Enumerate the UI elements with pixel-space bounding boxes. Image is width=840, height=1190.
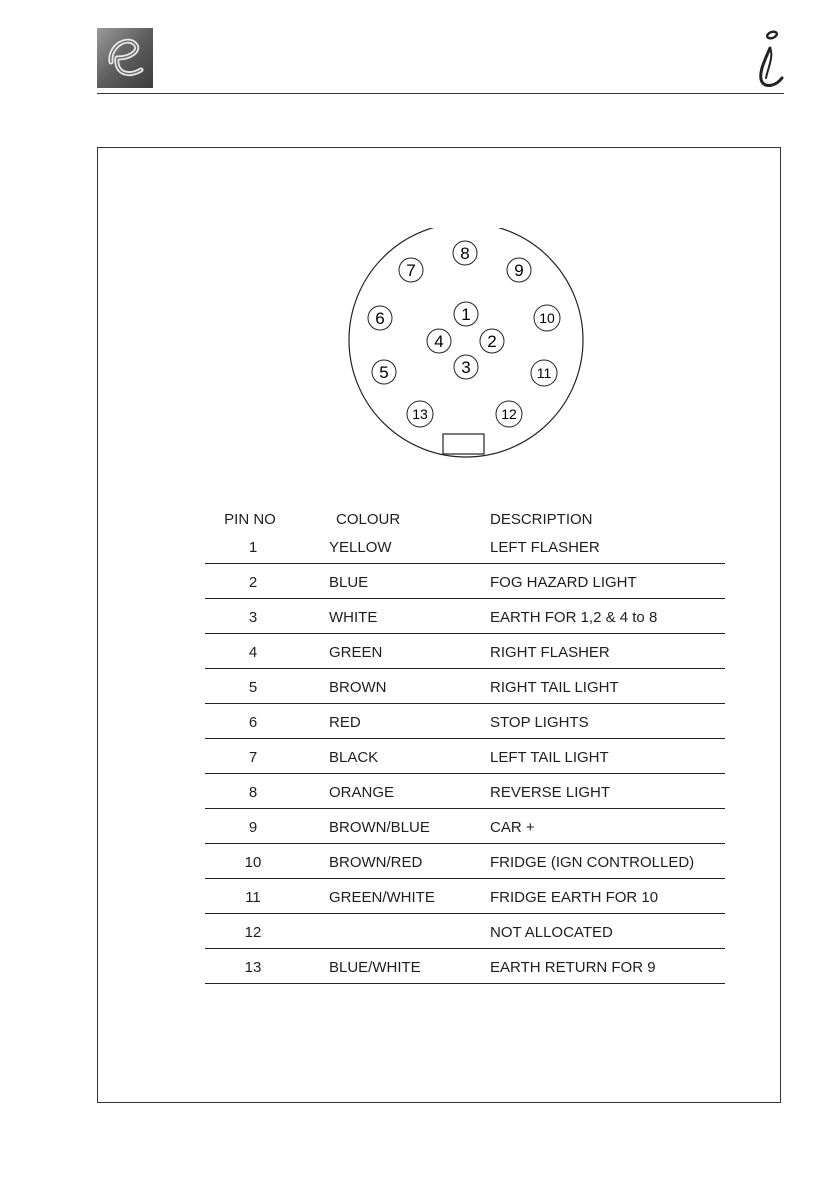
description-cell: NOT ALLOCATED (490, 924, 613, 941)
connector-key (443, 434, 484, 454)
description-cell: REVERSE LIGHT (490, 784, 611, 801)
pin-6 (368, 306, 392, 330)
header-divider (97, 93, 784, 94)
pin-cell: 3 (248, 609, 258, 626)
pin-cell: 1 (248, 539, 258, 556)
pin-cell: 12 (244, 924, 262, 941)
pin-cell: 10 (244, 854, 262, 871)
description-cell: EARTH FOR 1,2 & 4 to 8 (490, 609, 658, 626)
pin-9 (507, 258, 531, 282)
pin-cell: 7 (248, 749, 258, 766)
table-row (205, 669, 725, 704)
description-cell: FRIDGE (IGN CONTROLLED) (490, 854, 695, 871)
table-row (205, 739, 725, 774)
pin-label: 7 (406, 261, 416, 280)
pin-5 (372, 360, 396, 384)
description-cell: STOP LIGHTS (490, 714, 589, 731)
pin-12 (496, 401, 522, 427)
pin-label: 8 (460, 244, 470, 263)
pin-label: 3 (461, 358, 471, 377)
description-cell: LEFT TAIL LIGHT (490, 749, 609, 766)
pin-label: 5 (379, 363, 389, 382)
table-row (205, 949, 725, 984)
pin-4 (427, 329, 451, 353)
table-row (205, 599, 725, 634)
pin-label: 12 (501, 406, 517, 422)
description-cell: CAR + (490, 819, 535, 836)
pin-label: 6 (375, 309, 385, 328)
pin-1 (454, 302, 478, 326)
pin-3 (454, 355, 478, 379)
pin-cell: 6 (248, 714, 258, 731)
table-row (205, 533, 725, 564)
pin-cell: 13 (244, 959, 262, 976)
table-row (205, 704, 725, 739)
table-row (205, 774, 725, 809)
brand-logo (97, 28, 153, 88)
pin-cell: 8 (248, 784, 258, 801)
description-cell: EARTH RETURN FOR 9 (490, 959, 656, 976)
colour-cell: BROWN/BLUE (329, 819, 430, 836)
colour-cell: BLUE/WHITE (329, 959, 421, 976)
colour-cell: WHITE (329, 609, 378, 626)
pin-8 (453, 241, 477, 265)
table-row (205, 914, 725, 949)
colour-cell: GREEN/WHITE (329, 889, 435, 906)
pin-cell: 4 (248, 644, 258, 661)
pin-label: 9 (514, 261, 524, 280)
pin-table (205, 507, 725, 984)
pin-cell: 5 (248, 679, 258, 696)
colour-cell: YELLOW (329, 539, 392, 556)
pin-2 (480, 329, 504, 353)
info-icon (752, 28, 788, 92)
pin-7 (399, 258, 423, 282)
header-colour: COLOUR (336, 511, 401, 528)
pin-11 (531, 360, 557, 386)
pin-label: 11 (536, 365, 552, 381)
pin-cell: 11 (245, 889, 261, 906)
colour-cell: BLACK (329, 749, 379, 766)
description-cell: RIGHT FLASHER (490, 644, 610, 661)
pin-label: 4 (434, 332, 444, 351)
pin-label: 10 (539, 310, 555, 326)
table-header (205, 507, 725, 533)
table-row (205, 879, 725, 914)
pin-label: 13 (412, 406, 428, 422)
table-row (205, 634, 725, 669)
colour-cell: BROWN (329, 679, 387, 696)
description-cell: RIGHT TAIL LIGHT (490, 679, 619, 696)
table-row (205, 809, 725, 844)
connector-diagram (345, 228, 587, 458)
colour-cell: BROWN/RED (329, 854, 423, 871)
pin-cell: 9 (248, 819, 258, 836)
pin-cell: 2 (248, 574, 258, 591)
pin-10 (534, 305, 560, 331)
colour-cell: RED (329, 714, 361, 731)
pin-label: 2 (487, 332, 497, 351)
header-description: DESCRIPTION (490, 511, 593, 528)
description-cell: FOG HAZARD LIGHT (490, 574, 637, 591)
description-cell: FRIDGE EARTH FOR 10 (490, 889, 659, 906)
header-pin: PIN NO (224, 511, 276, 528)
colour-cell: GREEN (329, 644, 383, 661)
pin-label: 1 (461, 305, 471, 324)
table-row (205, 564, 725, 599)
description-cell: LEFT FLASHER (490, 539, 600, 556)
colour-cell: BLUE (329, 574, 369, 591)
colour-cell: ORANGE (329, 784, 395, 801)
pin-13 (407, 401, 433, 427)
table-row (205, 844, 725, 879)
